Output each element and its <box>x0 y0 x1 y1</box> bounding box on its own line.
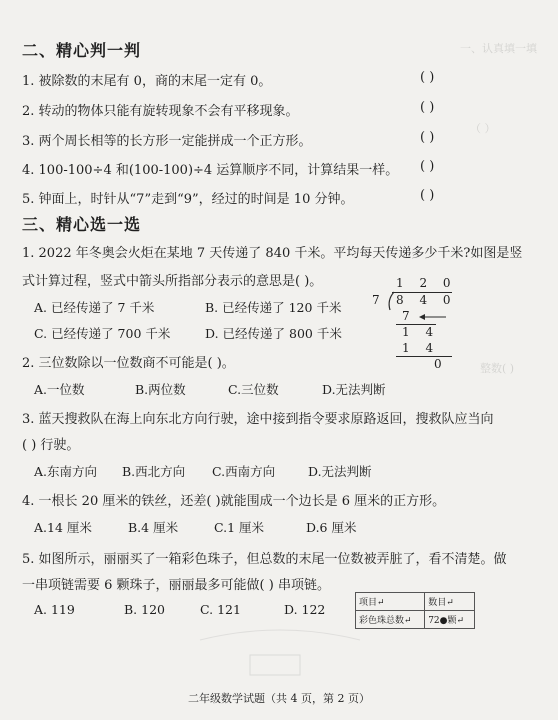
division-remainder: 0 <box>434 357 448 371</box>
bleed-through-mark: 整数( ) <box>480 362 515 375</box>
q2-text: 2. 三位数除以一位数商不可能是( )。 <box>22 356 235 371</box>
q1-option-c[interactable]: C. 已经传递了 700 千米 <box>34 326 171 341</box>
bleed-through-drawing <box>180 620 380 680</box>
q4-text: 4. 一根长 20 厘米的铁丝，还差( )就能围成一个边长是 6 厘米的正方形。 <box>22 494 446 509</box>
section-title-choose: 三、精心选一选 <box>22 215 142 234</box>
division-step-3: 1 4 <box>402 341 440 355</box>
q2-option-d[interactable]: D.无法判断 <box>322 382 386 397</box>
division-step-2: 1 4 <box>402 325 440 339</box>
q1-option-d[interactable]: D. 已经传递了 800 千米 <box>205 326 342 341</box>
q5-option-b[interactable]: B. 120 <box>124 602 165 617</box>
q3-text-line2: ( ) 行驶。 <box>22 438 80 453</box>
answer-paren-4[interactable]: ( ) <box>420 159 435 174</box>
q1-text-line2: 式计算过程，竖式中箭头所指部分表示的意思是( )。 <box>22 274 323 289</box>
page-footer: 二年级数学试题（共 4 页，第 2 页） <box>188 692 370 705</box>
arrow-left-icon <box>418 312 448 322</box>
q3-option-a[interactable]: A.东南方向 <box>34 464 98 479</box>
q5-option-d[interactable]: D. 122 <box>284 602 326 617</box>
table-header-item: 项目↵ <box>356 593 425 611</box>
q2-option-c[interactable]: C.三位数 <box>228 382 279 397</box>
division-step-1: 7 <box>402 309 416 323</box>
q1-option-a[interactable]: A. 已经传递了 7 千米 <box>34 300 155 315</box>
bleed-through-mark: 一、认真填一填 <box>460 42 537 55</box>
q3-text-line1: 3. 蓝天搜救队在海上向东北方向行驶，途中接到指令要求原路返回，搜救队应当向 <box>22 412 494 427</box>
table-cell-bead-total-label: 彩色珠总数↵ <box>356 611 425 629</box>
answer-paren-3[interactable]: ( ) <box>420 130 435 145</box>
q2-option-a[interactable]: A.一位数 <box>34 382 85 397</box>
division-bracket-icon <box>384 291 396 311</box>
q1-option-b[interactable]: B. 已经传递了 120 千米 <box>205 300 342 315</box>
judge-item-4: 4. 100-100÷4 和(100-100)÷4 运算顺序不同，计算结果一样。 <box>22 163 399 178</box>
judge-item-2: 2. 转动的物体只能有旋转现象不会有平移现象。 <box>22 104 299 119</box>
q3-option-d[interactable]: D.无法判断 <box>308 464 372 479</box>
q3-option-c[interactable]: C.西南方向 <box>212 464 276 479</box>
division-divisor: 7 <box>372 293 386 307</box>
judge-item-3: 3. 两个周长相等的长方形一定能拼成一个正方形。 <box>22 134 312 149</box>
answer-paren-1[interactable]: ( ) <box>420 70 435 85</box>
q5-option-c[interactable]: C. 121 <box>200 602 241 617</box>
q5-option-a[interactable]: A. 119 <box>34 602 75 617</box>
table-header-count: 数目↵ <box>425 593 475 611</box>
q4-option-b[interactable]: B.4 厘米 <box>128 520 179 535</box>
long-division-figure <box>368 276 478 376</box>
q5-text-line1: 5. 如图所示，丽丽买了一箱彩色珠子，但总数的末尾一位数被弄脏了，看不清楚。做 <box>22 552 507 567</box>
q5-text-line2: 一串项链需要 6 颗珠子，丽丽最多可能做( ) 串项链。 <box>22 578 330 593</box>
q2-option-b[interactable]: B.两位数 <box>135 382 186 397</box>
q4-option-a[interactable]: A.14 厘米 <box>34 520 92 535</box>
bleed-through-mark: （ ） <box>470 122 496 135</box>
section-title-judge: 二、精心判一判 <box>22 41 142 60</box>
division-quotient: 1 2 0 <box>396 276 457 290</box>
judge-item-5: 5. 钟面上，时针从“7”走到“9”，经过的时间是 10 分钟。 <box>22 192 354 207</box>
table-cell-bead-total-value: 72●颗↵ <box>425 611 475 629</box>
q4-option-d[interactable]: D.6 厘米 <box>306 520 357 535</box>
judge-item-1: 1. 被除数的末尾有 0，商的末尾一定有 0。 <box>22 74 272 89</box>
q3-option-b[interactable]: B.西北方向 <box>122 464 186 479</box>
answer-paren-5[interactable]: ( ) <box>420 188 435 203</box>
q1-text-line1: 1. 2022 年冬奥会火炬在某地 7 天传递了 840 千米。平均每天传递多少千米?如图是竖 <box>22 246 523 261</box>
division-dividend: 8 4 0 <box>396 293 457 307</box>
q4-option-c[interactable]: C.1 厘米 <box>214 520 265 535</box>
answer-paren-2[interactable]: ( ) <box>420 100 435 115</box>
